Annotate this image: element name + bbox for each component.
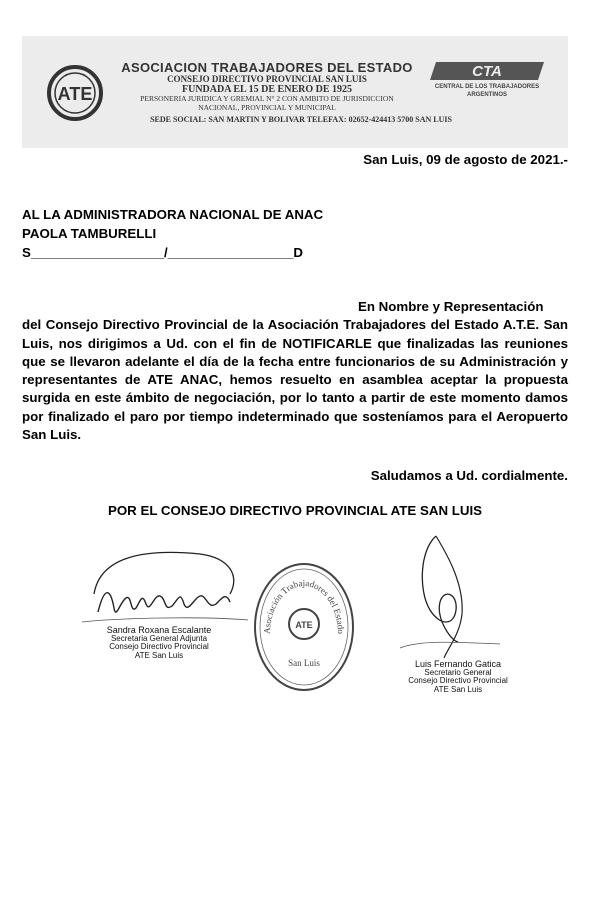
signature-right-name: Luis Fernando Gatica (414, 659, 502, 669)
recipient-line3: S__________________/_________________D (22, 245, 303, 260)
letter-body-first-line: En Nombre y Representación (358, 299, 544, 314)
letter-body-text: del Consejo Directivo Provincial de la Asociación Trabajadores del Estado A.T.E. San Luis, nos dirigimos a Ud. con el fin de NOTIFICARLE que finalizadas las reuniones que se llevaron adelante el día de la fecha entre funcionarios de su Administración y representantes de ATE ANAC, hemos resuelto en asamblea aceptar la propuesta surgida en este ámbito de negociación, por lo tanto a partir de este momento damos por finalizado el paro por tiempo indeterminado que sosteníamos para el Aeropuerto San Luis. (22, 317, 568, 443)
cta-logo-text: CTA (472, 63, 502, 80)
signature-right-caption (398, 660, 518, 694)
letterhead-line4: NACIONAL, PROVINCIAL Y MUNICIPAL (198, 103, 336, 112)
signature-left-role: Secretaria General Adjunta (110, 633, 208, 643)
letterhead-line3: PERSONERIA JURIDICA Y GREMIAL N° 2 CON AMBITO DE JURISDICCION (140, 94, 394, 103)
cta-line1: CENTRAL DE LOS TRABAJADORES (434, 84, 540, 90)
letterhead-sede: SEDE SOCIAL: SAN MARTIN Y BOLIVAR TELEFAX: 02652-424413 5700 SAN LUIS (150, 115, 452, 124)
org-name: ASOCIACION TRABAJADORES DEL ESTADO (121, 60, 413, 75)
letter-body (22, 298, 568, 444)
signature-left-name: Sandra Roxana Escalante (106, 625, 212, 635)
stamp-bottom-text: San Luis (288, 658, 320, 668)
letterhead (22, 36, 568, 148)
signature-left-org: Consejo Directivo Provincial (109, 642, 209, 652)
signature-right-drawing (396, 530, 506, 666)
recipient-line1: AL LA ADMINISTRADORA NACIONAL DE ANAC (22, 207, 324, 222)
ate-logo-text: ATE (57, 84, 93, 104)
stamp-arc-text: Asociación Trabajadores del Estado (261, 577, 347, 635)
signature-right-place: ATE San Luis (433, 684, 483, 694)
signature-left-drawing (80, 548, 250, 630)
signature-right-role: Secretario General (424, 667, 492, 677)
letterhead-line1: CONSEJO DIRECTIVO PROVINCIAL SAN LUIS (167, 74, 367, 84)
signature-left-caption (84, 626, 234, 660)
letterhead-line2: FUNDADA EL 15 DE ENERO DE 1925 (181, 84, 353, 95)
stamp-center-text: ATE (295, 620, 313, 630)
ate-logo-icon (46, 64, 104, 122)
cta-logo-icon (430, 62, 544, 80)
signature-right-org: Consejo Directivo Provincial (408, 676, 508, 686)
cta-line2: ARGENTINOS (466, 92, 507, 98)
letter-closing: Saludamos a Ud. cordialmente. (370, 468, 568, 483)
official-stamp (252, 560, 356, 694)
recipient-line2: PAOLA TAMBURELLI (22, 226, 157, 241)
letter-date: San Luis, 09 de agosto de 2021.- (363, 152, 568, 167)
signature-left-place: ATE San Luis (134, 650, 184, 660)
council-line: POR EL CONSEJO DIRECTIVO PROVINCIAL ATE SAN LUIS (107, 503, 483, 518)
